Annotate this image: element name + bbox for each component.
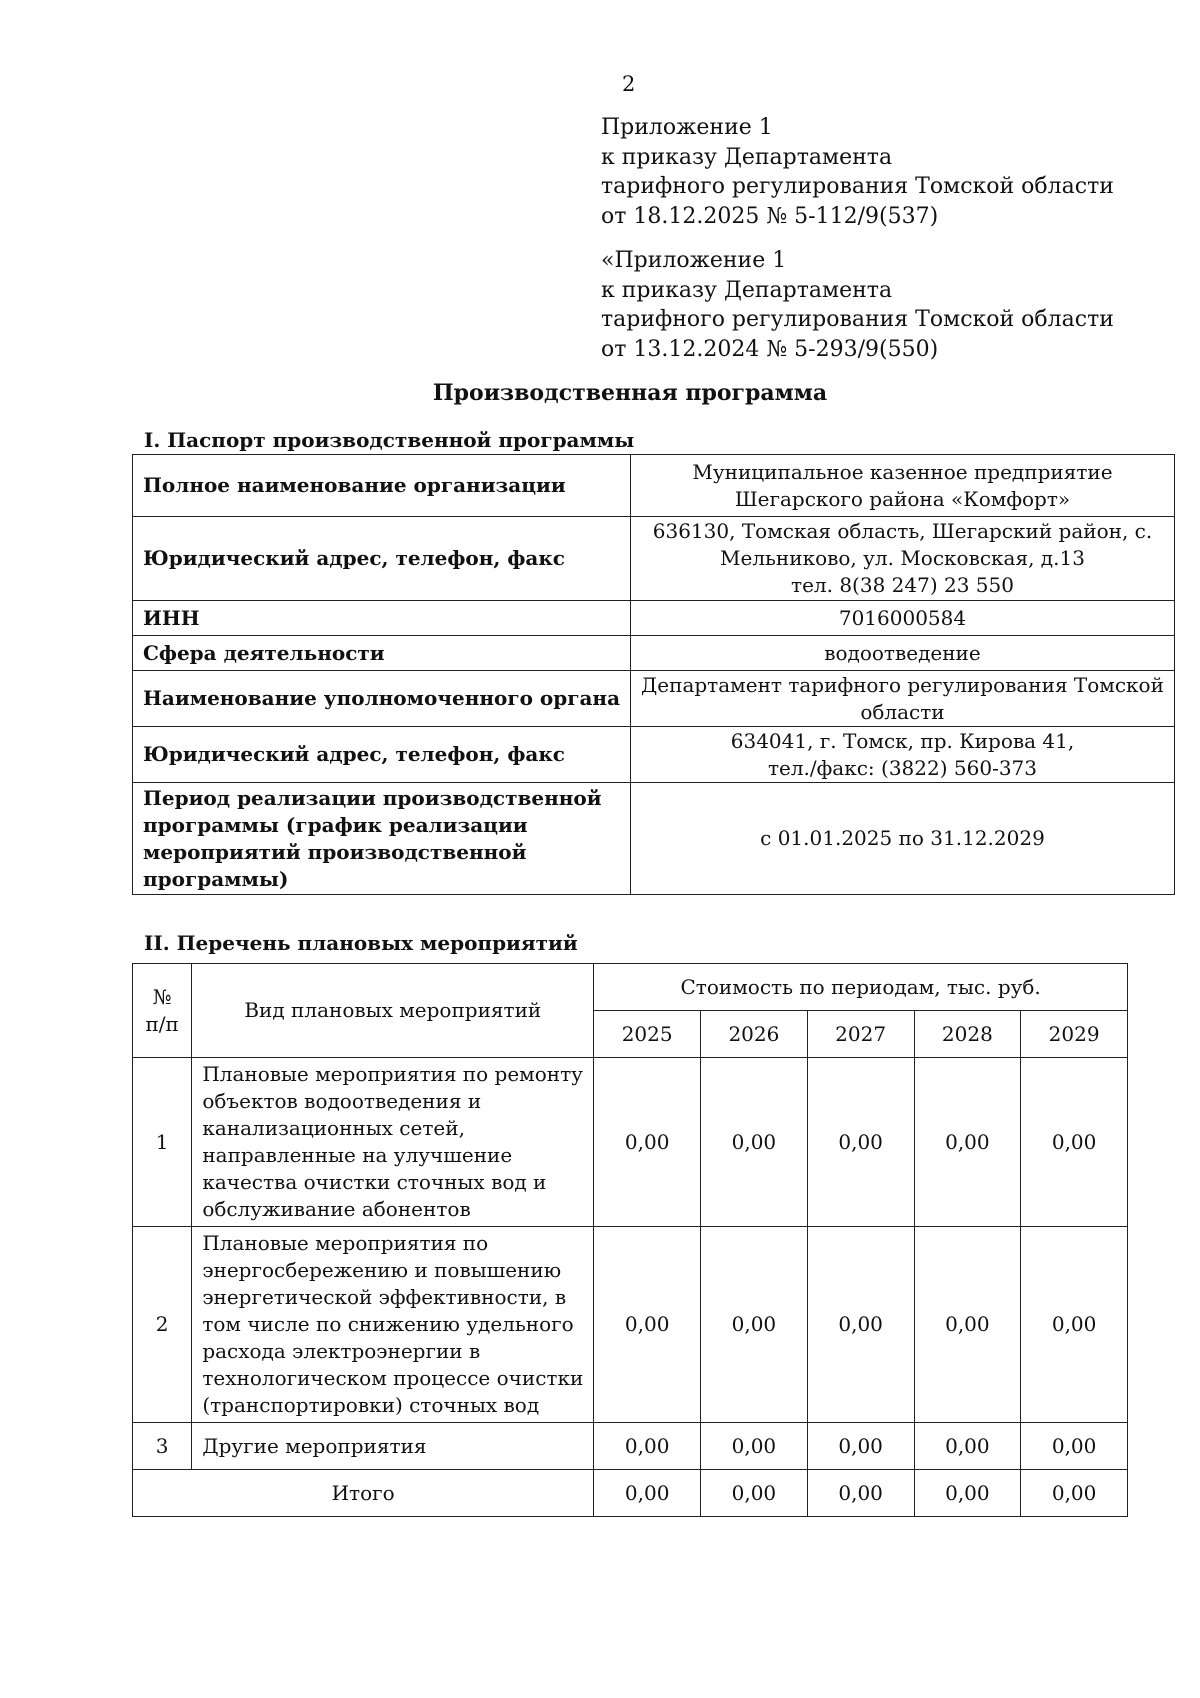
passport-row <box>133 601 1175 636</box>
appendix-line: Приложение 1 <box>601 115 773 140</box>
label-line: ИНН <box>143 605 200 630</box>
row-number: 1 <box>133 1058 192 1227</box>
value-line: Мельниково, ул. Московская, д.13 <box>720 546 1085 570</box>
appendix-line: тарифного регулирования Томской области <box>601 174 1114 199</box>
row-value: 0,00 <box>701 1227 808 1423</box>
appendix-line: от 13.12.2024 № 5-293/9(550) <box>601 336 939 362</box>
row-value: 0,00 <box>1021 1058 1128 1227</box>
row-value: 0,00 <box>594 1227 701 1423</box>
total-value: 0,00 <box>594 1470 701 1517</box>
row-value: 0,00 <box>701 1058 808 1227</box>
appendix-block-current <box>601 113 1114 231</box>
total-label: Итого <box>133 1470 594 1517</box>
passport-value <box>631 671 1175 727</box>
section-title-measures: II. Перечень плановых мероприятий <box>144 931 578 955</box>
header-year: 2026 <box>701 1011 808 1058</box>
passport-value <box>631 517 1175 601</box>
label-line: Юридический адрес, телефон, факс <box>143 546 565 570</box>
passport-label <box>133 517 631 601</box>
value-line: области <box>860 699 945 724</box>
row-description <box>192 1227 594 1423</box>
passport-value <box>631 601 1175 636</box>
value-line: тел. 8(38 247) 23 550 <box>791 573 1014 597</box>
header-measure-kind: Вид плановых мероприятий <box>192 964 594 1058</box>
passport-value <box>631 783 1175 895</box>
passport-label <box>133 783 631 895</box>
header-cost-by-period: Стоимость по периодам, тыс. руб. <box>594 964 1128 1011</box>
header-number <box>133 964 192 1058</box>
appendix-line: тарифного регулирования Томской области <box>601 307 1114 332</box>
row-value: 0,00 <box>701 1423 808 1470</box>
desc-line: качества очистки сточных вод и <box>202 1170 547 1194</box>
appendix-line: от 18.12.2025 № 5-112/9(537) <box>601 203 939 229</box>
desc-line: расхода электроэнергии в <box>202 1339 481 1363</box>
label-line: программы) <box>143 866 289 891</box>
measures-table <box>132 963 1128 1517</box>
appendix-block-previous <box>601 246 1114 364</box>
value-line: с 01.01.2025 по 31.12.2029 <box>760 826 1045 850</box>
appendix-line: к приказу Департамента <box>601 144 893 170</box>
label-line: Полное наименование организации <box>143 473 566 497</box>
passport-value <box>631 636 1175 671</box>
label-line: Юридический адрес, телефон, факс <box>143 742 565 766</box>
total-value: 0,00 <box>701 1470 808 1517</box>
passport-label <box>133 671 631 727</box>
desc-line: том числе по снижению удельного <box>202 1312 574 1336</box>
total-value: 0,00 <box>914 1470 1021 1517</box>
header-year: 2025 <box>594 1011 701 1058</box>
row-description <box>192 1058 594 1227</box>
table-row <box>133 1227 1128 1423</box>
header-year: 2029 <box>1021 1011 1128 1058</box>
passport-row <box>133 783 1175 895</box>
value-line: 634041, г. Томск, пр. Кирова 41, <box>730 728 1075 753</box>
row-value: 0,00 <box>594 1058 701 1227</box>
passport-row <box>133 517 1175 601</box>
desc-line: Плановые мероприятия по ремонту <box>202 1062 583 1086</box>
row-description <box>192 1423 594 1470</box>
row-value: 0,00 <box>914 1227 1021 1423</box>
table-header-row <box>133 964 1128 1011</box>
row-value: 0,00 <box>807 1227 914 1423</box>
row-value: 0,00 <box>807 1423 914 1470</box>
desc-line: энергосбережению и повышению <box>202 1258 562 1282</box>
label-line: Сфера деятельности <box>143 640 385 665</box>
label-line: Наименование уполномоченного органа <box>143 686 621 710</box>
passport-label <box>133 601 631 636</box>
document-title: Производственная программа <box>432 380 828 406</box>
passport-row <box>133 671 1175 727</box>
appendix-line: к приказу Департамента <box>601 277 893 303</box>
header-year: 2027 <box>807 1011 914 1058</box>
row-value: 0,00 <box>1021 1423 1128 1470</box>
value-line: 7016000584 <box>838 605 967 630</box>
row-value: 0,00 <box>914 1058 1021 1227</box>
label-line: мероприятий производственной <box>143 839 527 864</box>
row-value: 0,00 <box>1021 1227 1128 1423</box>
row-value: 0,00 <box>594 1423 701 1470</box>
value-line: тел./факс: (3822) 560-373 <box>767 755 1037 780</box>
page-number: 2 <box>622 72 636 96</box>
value-line: Муниципальное казенное предприятие <box>692 459 1113 484</box>
desc-line: Другие мероприятия <box>202 1433 427 1458</box>
value-line: Департамент тарифного регулирования Томской <box>641 672 1164 697</box>
table-total-row <box>133 1470 1128 1517</box>
passport-table <box>132 454 1175 895</box>
row-number: 3 <box>133 1423 192 1470</box>
value-line: 636130, Томская область, Шегарский район, с. <box>652 519 1153 543</box>
passport-row <box>133 727 1175 783</box>
passport-label <box>133 455 631 517</box>
table-row <box>133 1423 1128 1470</box>
header-line: п/п <box>145 1011 179 1036</box>
desc-line: энергетической эффективности, в <box>202 1285 567 1309</box>
desc-line: обслуживание абонентов <box>202 1197 471 1221</box>
row-value: 0,00 <box>914 1423 1021 1470</box>
header-year: 2028 <box>914 1011 1021 1058</box>
label-line: программы (график реализации <box>143 812 528 837</box>
section-title-passport: I. Паспорт производственной программы <box>144 428 635 452</box>
row-number: 2 <box>133 1227 192 1423</box>
passport-value <box>631 455 1175 517</box>
label-line: Период реализации производственной <box>143 785 602 810</box>
passport-value <box>631 727 1175 783</box>
table-row <box>133 1058 1128 1227</box>
value-line: Шегарского района «Комфорт» <box>734 486 1071 511</box>
header-line: № <box>152 984 172 1009</box>
row-value: 0,00 <box>807 1058 914 1227</box>
total-value: 0,00 <box>1021 1470 1128 1517</box>
desc-line: технологическом процессе очистки <box>202 1366 584 1390</box>
desc-line: Плановые мероприятия по <box>202 1231 489 1255</box>
passport-label <box>133 636 631 671</box>
total-value: 0,00 <box>807 1470 914 1517</box>
desc-line: (транспортировки) сточных вод <box>202 1393 540 1417</box>
passport-label <box>133 727 631 783</box>
desc-line: объектов водоотведения и <box>202 1089 482 1113</box>
desc-line: канализационных сетей, <box>202 1116 465 1140</box>
desc-line: направленные на улучшение <box>202 1143 513 1167</box>
passport-row <box>133 636 1175 671</box>
passport-row <box>133 455 1175 517</box>
value-line: водоотведение <box>824 640 981 665</box>
appendix-line: «Приложение 1 <box>601 248 787 273</box>
